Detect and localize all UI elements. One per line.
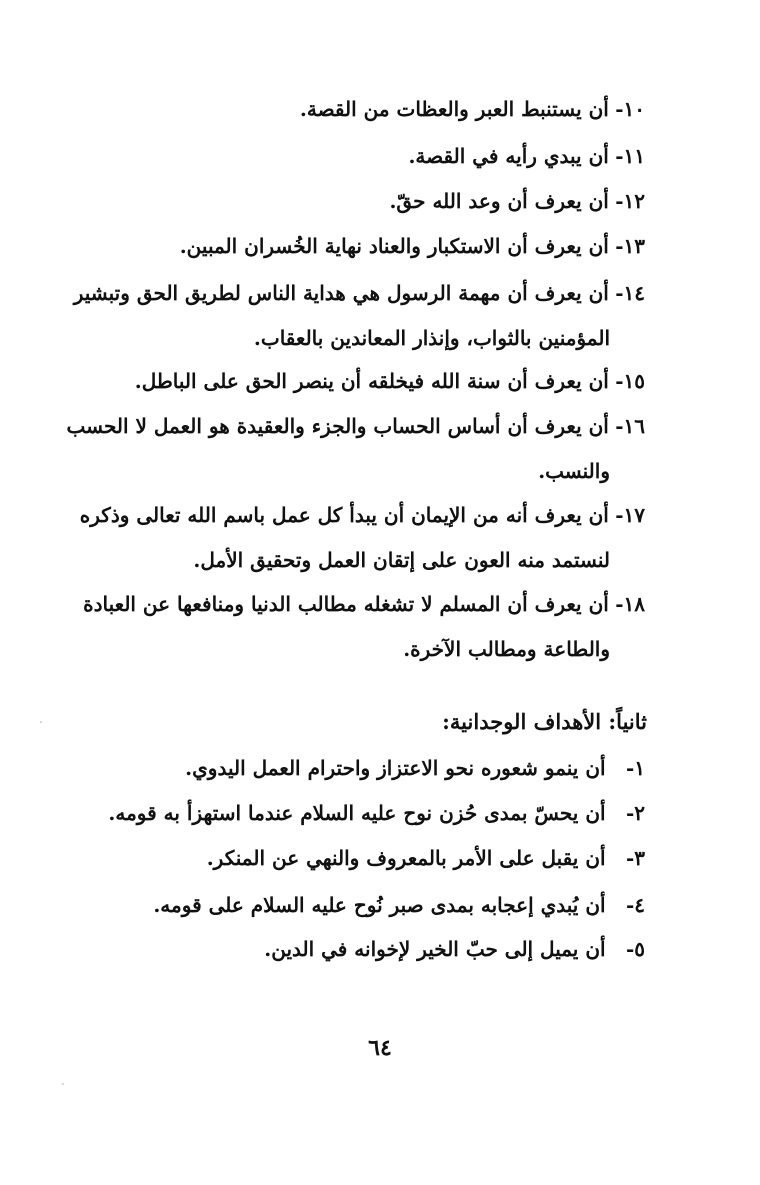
goal-text: أن يعرف أن الاستكبار والعناد نهاية الخُسران المبين. (179, 234, 609, 258)
goal-number: ٣- (625, 846, 645, 870)
goal-text: أن يستنبط العبر والعظات من القصة. (299, 97, 609, 121)
page-number: ٦٤ (368, 1035, 392, 1061)
goal-item-17 (80, 500, 645, 530)
goal-item-12 (389, 186, 645, 216)
goal-item-10 (300, 94, 645, 124)
affective-goal-1 (185, 753, 645, 783)
goal-item-16-continuation: والنسب. (538, 459, 610, 483)
affective-goal-4 (153, 890, 645, 920)
goal-item-16 (67, 411, 645, 441)
goal-item-13 (180, 231, 645, 261)
section-heading-affective: ثانياً: الأهداف الوجدانية: (442, 709, 647, 734)
goal-number: ١١- (615, 144, 645, 168)
goal-text: أن يعرف أن سنة الله فيخلقه أن ينصر الحق على الباطل. (134, 369, 609, 393)
goal-number: ١٧- (615, 503, 645, 527)
scan-speck (62, 1083, 64, 1085)
goal-text: أن يُبدي إعجابه بمدى صبر نُوح عليه السلام على قومه. (153, 893, 606, 917)
goal-text: أن يميل إلى حبّ الخير لإخوانه في الدين. (264, 937, 606, 961)
goal-item-15 (135, 366, 645, 396)
scan-speck (40, 721, 42, 723)
goal-number: ١- (625, 756, 645, 780)
goal-number: ١٢- (615, 189, 645, 213)
goal-item-11 (408, 141, 645, 171)
goal-text: أن يعرف أنه من الإيمان أن يبدأ كل عمل باسم الله تعالى وذكره (79, 503, 609, 527)
goal-number: ٥- (625, 937, 645, 961)
goal-item-18 (83, 589, 645, 619)
goal-text: أن يعرف أن وعد الله حقّ. (389, 189, 609, 213)
goal-number: ١٨- (615, 592, 645, 616)
goal-item-18-continuation: والطاعة ومطالب الآخرة. (403, 637, 610, 661)
goal-number: ٤- (625, 893, 645, 917)
goal-text: أن يبدي رأيه في القصة. (408, 144, 609, 168)
goal-number: ١٦- (615, 414, 645, 438)
goal-number: ١٥- (615, 369, 645, 393)
goal-item-14 (74, 278, 645, 308)
goal-text: أن ينمو شعوره نحو الاعتزاز واحترام العمل اليدوي. (185, 756, 606, 780)
goal-number: ١٤- (615, 281, 645, 305)
affective-goal-3 (207, 843, 645, 873)
goal-text: أن يعرف أن أساس الحساب والجزء والعقيدة هو العمل لا الحسب (66, 414, 609, 438)
goal-text: أن يحسّ بمدى حُزن نوح عليه السلام عندما استهزأ به قومه. (108, 801, 606, 825)
goal-text: أن يعرف أن مهمة الرسول هي هداية الناس لطريق الحق وتبشير (73, 281, 609, 305)
goal-item-14-continuation: المؤمنين بالثواب، وإنذار المعاندين بالعقاب. (253, 326, 610, 350)
goal-number: ١٠- (615, 97, 645, 121)
goal-item-17-continuation: لنستمد منه العون على إتقان العمل وتحقيق الأمل. (193, 548, 610, 572)
affective-goal-2 (108, 798, 645, 828)
affective-goal-5 (264, 934, 645, 964)
goal-number: ٢- (625, 801, 645, 825)
goal-text: أن يعرف أن المسلم لا تشغله مطالب الدنيا ومنافعها عن العبادة (83, 592, 609, 616)
goal-text: أن يقبل على الأمر بالمعروف والنهي عن المنكر. (206, 846, 606, 870)
goal-number: ١٣- (615, 234, 645, 258)
